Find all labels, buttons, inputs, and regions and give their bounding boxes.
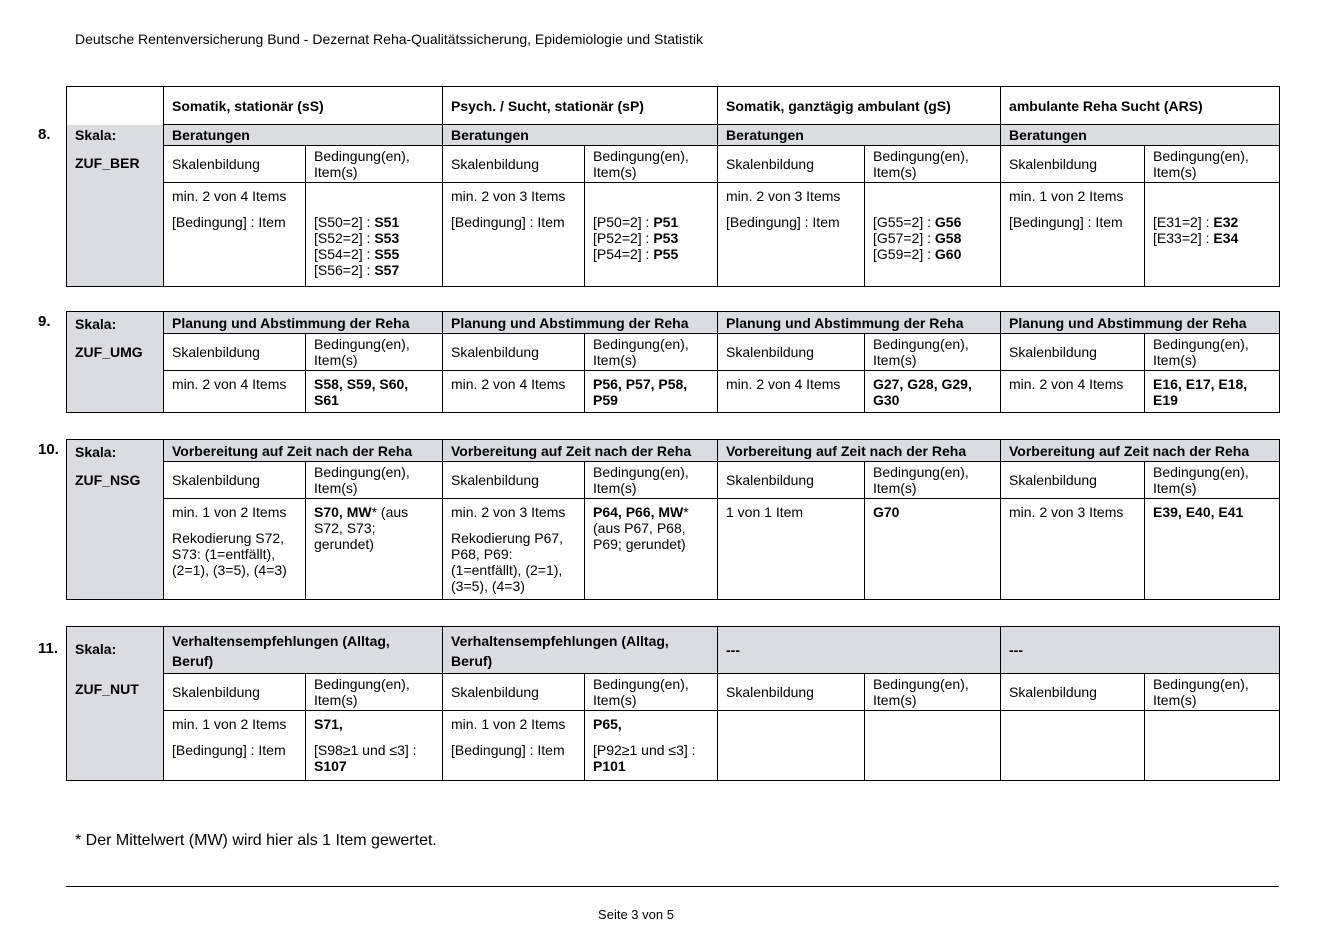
skalenbildung-cell: 1 von 1 Item [718,499,865,600]
skalenbildung-cell: min. 2 von 4 Items [1001,371,1145,413]
skalenbildung-header: Skalenbildung [1001,674,1145,711]
scale-title: Beratungen [1001,125,1280,146]
items-cell: E16, E17, E18, E19 [1145,371,1280,413]
items-cell: S70, MW* (aus S72, S73; gerundet) [306,499,443,600]
column-header: Somatik, stationär (sS) [164,87,443,125]
column-header: ambulante Reha Sucht (ARS) [1001,87,1280,125]
item-line: [G59=2] : G60 [873,246,962,262]
skala-label: Skala: [75,641,117,657]
rule-text: min. 2 von 3 Items [451,504,566,520]
scale-title: Vorbereitung auf Zeit nach der Reha [1001,440,1280,462]
skalenbildung-cell [164,499,306,600]
bedingung-header: Bedingung(en), Item(s) [585,334,718,371]
rule-text: min. 1 von 2 Items [1009,188,1124,204]
bedingung-header: Bedingung(en), Item(s) [1145,462,1280,499]
section-number: 9. [38,313,51,330]
skala-cell [67,440,164,600]
scale-title: Planung und Abstimmung der Reha [164,312,443,334]
item-line: [S54=2] : S55 [314,246,400,262]
items-cell [306,183,443,287]
scale-title: Planung und Abstimmung der Reha [1001,312,1280,334]
item-line: [P50=2] : P51 [593,214,679,230]
items-cell: P64, P66, MW* (aus P67, P68, P69; gerundet) [585,499,718,600]
section-table-zuf-umg [66,311,1280,413]
rule-text: min. 1 von 2 Items [172,504,287,520]
item-line: [S56=2] : S57 [314,262,400,278]
skalenbildung-header: Skalenbildung [1001,462,1145,499]
skalenbildung-header: Skalenbildung [164,334,306,371]
skala-label: Skala: [75,126,117,143]
scale-title: Verhaltensempfehlungen (Alltag, Beruf) [443,627,718,674]
section-number: 8. [38,126,51,143]
skalenbildung-cell [164,711,306,781]
page-header: Deutsche Rentenversicherung Bund - Dezernat Reha-Qualitätssicherung, Epidemiologie und Statistik [75,31,704,47]
items-cell: E39, E40, E41 [1145,499,1280,600]
rule-text: min. 2 von 3 Items [726,188,841,204]
skala-code: ZUF_NUT [75,681,139,697]
skalenbildung-header: Skalenbildung [443,334,585,371]
skalenbildung-header: Skalenbildung [443,146,585,183]
skalenbildung-header: Skalenbildung [164,146,306,183]
scale-title: Planung und Abstimmung der Reha [718,312,1001,334]
condition-text: [Bedingung] : Item [172,742,286,758]
skalenbildung-cell [443,183,585,287]
rule-text: min. 1 von 2 Items [172,716,287,732]
bedingung-header: Bedingung(en), Item(s) [306,462,443,499]
bedingung-header: Bedingung(en), Item(s) [1145,334,1280,371]
scale-title: Verhaltensempfehlungen (Alltag, Beruf) [164,627,443,674]
skala-cell [67,312,164,413]
condition-text: [Bedingung] : Item [172,214,286,230]
bedingung-header: Bedingung(en), Item(s) [865,334,1001,371]
items-cell [585,183,718,287]
skalenbildung-cell: min. 2 von 3 Items [1001,499,1145,600]
item-line: [P52=2] : P53 [593,230,679,246]
condition-text: [Bedingung] : Item [451,742,565,758]
item-line: S71, [314,716,343,732]
skala-code: ZUF_UMG [75,344,143,360]
item-line: [S98≥1 und ≤3] : S107 [314,742,417,774]
rule-text: min. 1 von 2 Items [451,716,566,732]
corner-cell [67,87,164,125]
items-cell: G70 [865,499,1001,600]
bedingung-header: Bedingung(en), Item(s) [865,674,1001,711]
column-header: Psych. / Sucht, stationär (sP) [443,87,718,125]
scale-title: Vorbereitung auf Zeit nach der Reha [443,440,718,462]
skalenbildung-header: Skalenbildung [718,674,865,711]
bedingung-header: Bedingung(en), Item(s) [306,674,443,711]
condition-text: [Bedingung] : Item [451,214,565,230]
item-line: [S52=2] : S53 [314,230,400,246]
items-cell [306,711,443,781]
bedingung-header: Bedingung(en), Item(s) [585,674,718,711]
bedingung-header: Bedingung(en), Item(s) [585,146,718,183]
section-table-zuf-nsg [66,439,1280,600]
item-line: [P54=2] : P55 [593,246,679,262]
skalenbildung-header: Skalenbildung [443,674,585,711]
scale-title: Beratungen [718,125,1001,146]
page-number: Seite 3 von 5 [598,907,674,922]
condition-text: [Bedingung] : Item [726,214,840,230]
item-line: [S50=2] : S51 [314,214,400,230]
items-cell [585,711,718,781]
skalenbildung-header: Skalenbildung [1001,146,1145,183]
items-cell [865,183,1001,287]
skala-cell [67,125,164,287]
scale-title: --- [1001,627,1280,674]
condition-text: [Bedingung] : Item [1009,214,1123,230]
skala-code: ZUF_NSG [75,472,141,488]
skalenbildung-cell: min. 2 von 4 Items [718,371,865,413]
item-line: P65, [593,716,622,732]
skalenbildung-cell [1001,183,1145,287]
scale-title: Beratungen [443,125,718,146]
item-line: [P92≥1 und ≤3] : P101 [593,742,696,774]
bedingung-header: Bedingung(en), Item(s) [306,334,443,371]
rule-text: min. 2 von 4 Items [172,188,287,204]
bedingung-header: Bedingung(en), Item(s) [865,146,1001,183]
skalenbildung-header: Skalenbildung [164,462,306,499]
skalenbildung-cell [443,499,585,600]
section-number: 11. [38,640,59,657]
items-cell: S58, S59, S60, S61 [306,371,443,413]
recode-text: Rekodierung S72, S73: (1=entfällt), (2=1), (3=5), (4=3) [172,530,287,578]
skala-code: ZUF_BER [75,154,140,171]
scale-title: Planung und Abstimmung der Reha [443,312,718,334]
items-cell: P56, P57, P58, P59 [585,371,718,413]
empty-cell [1145,711,1280,781]
skalenbildung-header: Skalenbildung [718,334,865,371]
bedingung-header: Bedingung(en), Item(s) [1145,146,1280,183]
skalenbildung-header: Skalenbildung [1001,334,1145,371]
items-cell: G27, G28, G29, G30 [865,371,1001,413]
skala-label: Skala: [75,444,117,460]
scale-title: Vorbereitung auf Zeit nach der Reha [164,440,443,462]
empty-cell [718,711,865,781]
skalenbildung-header: Skalenbildung [164,674,306,711]
empty-cell [1001,711,1145,781]
scale-title: Beratungen [164,125,443,146]
scale-title: Vorbereitung auf Zeit nach der Reha [718,440,1001,462]
section-number: 10. [38,441,59,458]
section-table-zuf-ber [66,86,1280,287]
footer-divider [66,886,1279,887]
skalenbildung-cell [164,183,306,287]
recode-text: Rekodierung P67, P68, P69: (1=entfällt), (2=1), (3=5), (4=3) [451,530,564,594]
skalenbildung-cell [443,711,585,781]
skala-cell [67,627,164,781]
bedingung-header: Bedingung(en), Item(s) [865,462,1001,499]
section-table-zuf-nut [66,626,1280,781]
bedingung-header: Bedingung(en), Item(s) [585,462,718,499]
skala-label: Skala: [75,316,117,332]
skalenbildung-cell [718,183,865,287]
item-line: [E31=2] : E32 [1153,214,1239,230]
empty-cell [865,711,1001,781]
item-line: [G55=2] : G56 [873,214,962,230]
items-cell [1145,183,1280,287]
item-line: [E33=2] : E34 [1153,230,1239,246]
column-header: Somatik, ganztägig ambulant (gS) [718,87,1001,125]
item-line: [G57=2] : G58 [873,230,962,246]
rule-text: min. 2 von 3 Items [451,188,566,204]
skalenbildung-header: Skalenbildung [443,462,585,499]
skalenbildung-cell: min. 2 von 4 Items [443,371,585,413]
skalenbildung-header: Skalenbildung [718,146,865,183]
bedingung-header: Bedingung(en), Item(s) [1145,674,1280,711]
bedingung-header: Bedingung(en), Item(s) [306,146,443,183]
footnote: * Der Mittelwert (MW) wird hier als 1 Item gewertet. [75,832,437,849]
scale-title: --- [718,627,1001,674]
skalenbildung-header: Skalenbildung [718,462,865,499]
skalenbildung-cell: min. 2 von 4 Items [164,371,306,413]
